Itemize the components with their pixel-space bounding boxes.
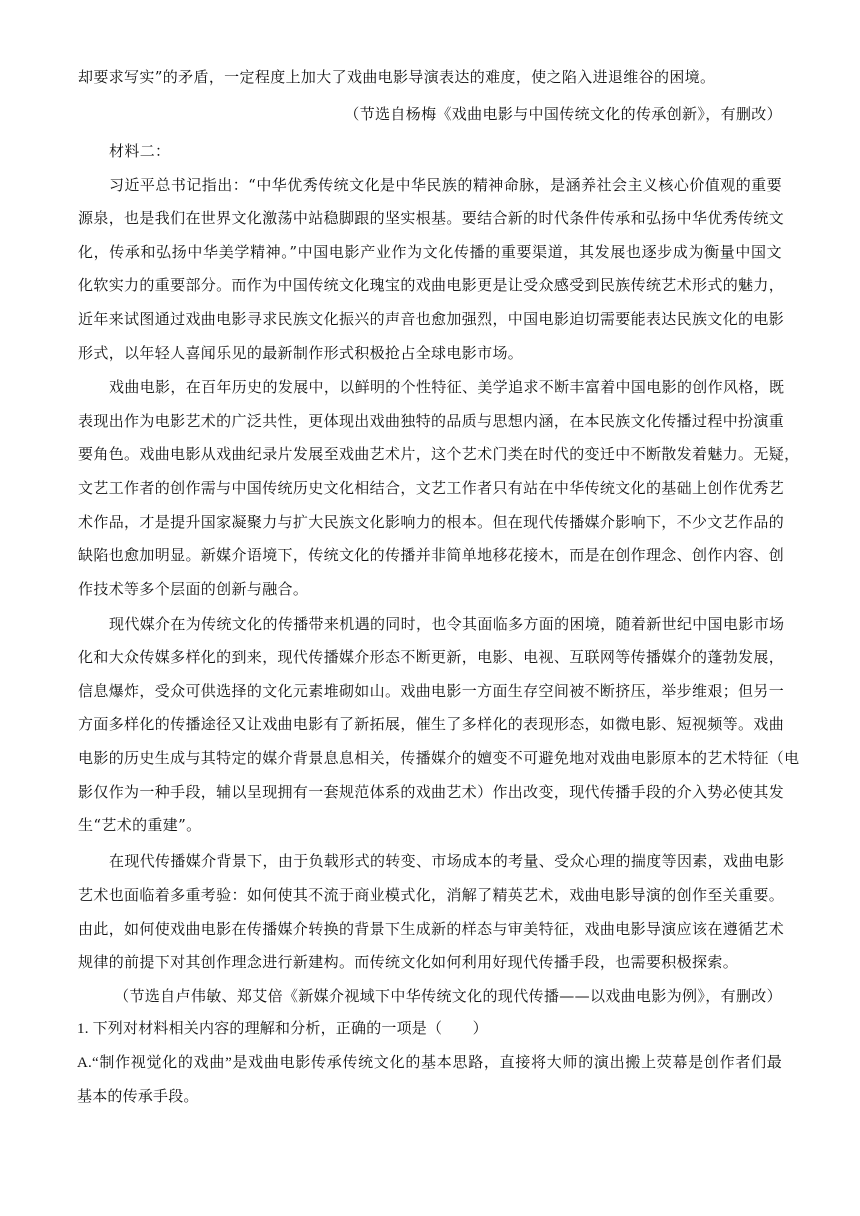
paragraph-line: 生“艺术的重建”。 <box>78 816 202 834</box>
source-citation: （节选自卢伟敏、郑艾倍《新媒介视域下中华传统文化的现代传播——以戏曲电影为例》，有删改） <box>114 987 782 1005</box>
paragraph-line: 文艺工作者的创作需与中国传统历史文化相结合，文艺工作者只有站在中华传统文化的基础上创作优秀艺 <box>78 479 785 497</box>
paragraph-line: 源泉，也是我们在世界文化激荡中站稳脚跟的坚实根基。要结合新的时代条件传承和弘扬中华优秀传统文 <box>78 209 785 227</box>
paragraph-line: 信息爆炸，受众可供选择的文化元素堆砌如山。戏曲电影一方面生存空间被不断挤压，举步维艰；但另一 <box>78 682 785 700</box>
paragraph-line: 化和大众传媒多样化的到来，现代传播媒介形态不断更新，电影、电视、互联网等传播媒介的蓬勃发展， <box>78 648 785 666</box>
section-heading: 材料二： <box>109 142 171 160</box>
paragraph-line: 要角色。戏曲电影从戏曲纪录片发展至戏曲艺术片，这个艺术门类在时代的变迁中不断散发着魅力。无疑， <box>78 445 800 463</box>
paragraph-line: 形式，以年轻人喜闻乐见的最新制作形式积极抢占全球电影市场。 <box>78 344 524 362</box>
option-a-line: A.“制作视觉化的戏曲”是戏曲电影传承传统文化的基本思路，直接将大师的演出搬上荧幕是创作者们最 <box>77 1055 782 1071</box>
paragraph-line: 表现出作为电影艺术的广泛共性，更体现出戏曲独特的品质与思想内涵，在本民族文化传播过程中扮演重 <box>78 412 785 430</box>
paragraph-line: 艺术也面临着多重考验：如何使其不流于商业模式化，消解了精英艺术，戏曲电影导演的创作至关重要。 <box>78 886 785 904</box>
source-citation: （节选自杨梅《戏曲电影与中国传统文化的传承创新》，有删改） <box>344 105 782 123</box>
paragraph-line: 戏曲电影，在百年历史的发展中，以鲜明的个性特征、美学追求不断丰富着中国电影的创作风格，既 <box>109 378 785 396</box>
paragraph-line: 缺陷也愈加明显。新媒介语境下，传统文化的传播并非简单地移花接木，而是在创作理念、创作内容、创 <box>78 546 785 564</box>
option-a-line: 基本的传承手段。 <box>77 1089 199 1105</box>
paragraph-line: 作技术等多个层面的创新与融合。 <box>78 580 309 598</box>
text-line: 却要求写实”的矛盾，一定程度上加大了戏曲电影导演表达的难度，使之陷入进退维谷的困境。 <box>78 68 716 86</box>
paragraph-line: 影仅作为一种手段，辅以呈现拥有一套规范体系的戏曲艺术）作出改变，现代传播手段的介入势必使其发 <box>78 783 785 801</box>
paragraph-line: 术作品，才是提升国家凝聚力与扩大民族文化影响力的根本。但在现代传播媒介影响下，不少文艺作品的 <box>78 513 785 531</box>
paragraph-line: 近年来试图通过戏曲电影寻求民族文化振兴的声音也愈加强烈，中国电影迫切需要能表达民族文化的电影 <box>78 310 785 328</box>
paragraph-line: 方面多样化的传播途径又让戏曲电影有了新拓展，催生了多样化的表现形态，如微电影、短视频等。戏曲 <box>78 715 785 733</box>
paragraph-line: 规律的前提下对其创作理念进行新建构。而传统文化如何利用好现代传播手段，也需要积极探索。 <box>78 953 739 971</box>
paragraph-line: 在现代传播媒介背景下，由于负载形式的转变、市场成本的考量、受众心理的揣度等因素，戏曲电影 <box>109 852 785 870</box>
question-stem: 1. 下列对材料相关内容的理解和分析，正确的一项是（ ） <box>77 1021 488 1037</box>
paragraph-line: 习近平总书记指出：“中华优秀传统文化是中华民族的精神命脉，是涵养社会主义核心价值观的重要 <box>109 176 782 194</box>
paragraph-line: 现代媒介在为传统文化的传播带来机遇的同时，也令其面临多方面的困境，随着新世纪中国电影市场 <box>109 615 785 633</box>
paragraph-line: 化软实力的重要部分。而作为中国传统文化瑰宝的戏曲电影更是让受众感受到民族传统艺术形式的魅力， <box>78 276 785 294</box>
paragraph-line: 电影的历史生成与其特定的媒介背景息息相关，传播媒介的嬗变不可避免地对戏曲电影原本的艺术特征（电 <box>78 749 800 767</box>
paragraph-line: 化，传承和弘扬中华美学精神。”中国电影产业作为文化传播的重要渠道，其发展也逐步成为衡量中国文 <box>78 243 782 261</box>
paragraph-line: 由此，如何使戏曲电影在传播媒介转换的背景下生成新的样态与审美特征，戏曲电影导演应该在遵循艺术 <box>78 920 785 938</box>
